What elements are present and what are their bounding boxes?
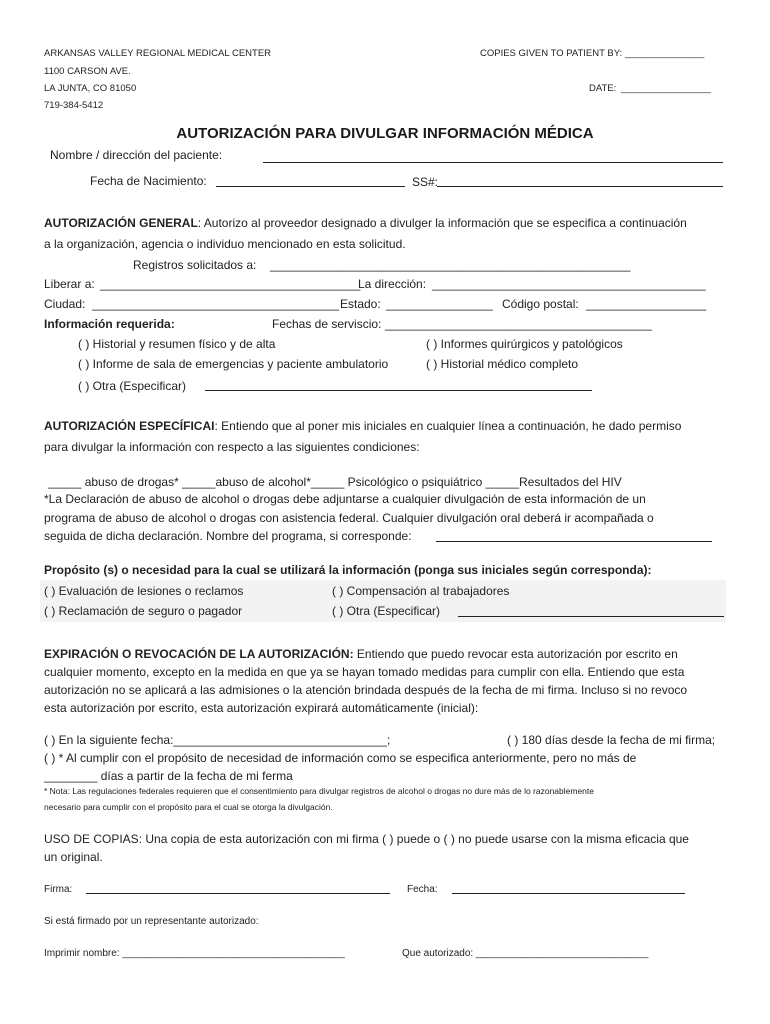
city-field[interactable]: _____________________________________ xyxy=(92,297,339,311)
expire-purpose-days[interactable]: ________ días a partir de la fecha de mi ferma xyxy=(44,769,293,783)
org-name: ARKANSAS VALLEY REGIONAL MEDICAL CENTER xyxy=(44,48,272,59)
specific-auth-para-1 xyxy=(44,419,681,433)
purpose-injury-claims[interactable]: ( ) Evaluación de lesiones o reclamos xyxy=(44,584,244,598)
service-dates-label: Fechas de serviscio: xyxy=(272,317,382,331)
header-date-label: DATE: xyxy=(589,83,617,94)
address-field[interactable]: _________________________________________ xyxy=(432,277,706,291)
option-other[interactable]: ( ) Otra (Especificar) xyxy=(78,379,187,393)
patient-name-field[interactable] xyxy=(263,162,723,163)
dob-label: Fecha de Nacimiento: xyxy=(90,174,207,188)
representative-label: Si está firmado por un representante autorizado: xyxy=(44,916,259,927)
purpose-workers-comp[interactable]: ( ) Compensación al trabajadores xyxy=(332,584,510,598)
authority-field[interactable]: Que autorizado: _______________________________ xyxy=(402,948,649,959)
service-dates-field[interactable]: ________________________________________ xyxy=(385,317,652,331)
option-surgical-reports[interactable]: ( ) Informes quirúrgicos y patológicos xyxy=(426,337,623,351)
dob-field[interactable] xyxy=(216,186,405,187)
specific-auth-heading: AUTORIZACIÓN ESPECÍFICAI xyxy=(44,419,215,433)
purpose-other[interactable]: ( ) Otra (Especificar) xyxy=(332,604,441,618)
option-complete-history[interactable]: ( ) Historial médico completo xyxy=(426,357,579,371)
general-auth-text: : Autorizo al proveedor designado a divulger la información que se especifica a continuación xyxy=(197,216,687,230)
specific-note-3: seguida de dicha declaración. Nombre del programa, si corresponde: xyxy=(44,529,412,543)
city-label: Ciudad: xyxy=(44,297,86,311)
option-other-field[interactable] xyxy=(205,390,592,391)
purpose-heading: Propósito (s) o necesidad para la cual se utilizará la información (ponga sus iniciales según corresponda): xyxy=(44,563,652,577)
org-address-1: 1100 CARSON AVE. xyxy=(44,66,131,77)
general-auth-text-2: a la organización, agencia o individuo mencionado en esta solicitud. xyxy=(44,237,406,251)
specific-conditions[interactable]: _____ abuso de drogas* _____abuso de alcohol*_____ Psicológico o psiquiátrico _____Resultados del HIV xyxy=(48,475,622,489)
patient-name-label: Nombre / dirección del paciente: xyxy=(50,148,223,162)
specific-auth-text: : Entiendo que al poner mis iniciales en cualquier línea a continuación, he dado permiso xyxy=(214,419,682,433)
copies-given-field[interactable]: _______________ xyxy=(625,48,705,59)
signature-date-field[interactable] xyxy=(452,893,685,894)
copies-given-label: COPIES GIVEN TO PATIENT BY: xyxy=(480,48,623,59)
expiration-para-1 xyxy=(44,647,678,661)
expiration-heading: EXPIRACIÓN O REVOCACIÓN DE LA AUTORIZACIÓN: xyxy=(44,647,354,661)
records-requested-label: Registros solicitados a: xyxy=(133,258,257,272)
org-phone: 719-384-5412 xyxy=(44,100,104,111)
expiration-text-3: autorización no se aplicará a las admisiones o la atención brindada después de la fecha de mi firma. Incluso si no revoco xyxy=(44,683,688,697)
release-to-field[interactable]: _______________________________________ xyxy=(100,277,361,291)
expire-180-days-option[interactable]: ( ) 180 días desde la fecha de mi firma; xyxy=(507,733,716,747)
expire-purpose-option[interactable]: ( ) * Al cumplir con el propósito de necesidad de información como se especifica anteriormente, pero no más de xyxy=(44,751,637,765)
general-auth-heading: AUTORIZACIÓN GENERAL xyxy=(44,216,198,230)
expiration-text-4: esta autorización por escrito, esta autorización expirará automáticamente (inicial): xyxy=(44,701,479,715)
info-required-label: Información requerida: xyxy=(44,317,175,331)
expiration-text-1: Entiendo que puedo revocar esta autorización por escrito en xyxy=(353,647,678,661)
option-discharge-summary[interactable]: ( ) Historial y resumen físico y de alta xyxy=(78,337,276,351)
specific-note-1: *La Declaración de abuso de alcohol o drogas debe adjuntarse a cualquier divulgación de esta información de un xyxy=(44,492,646,506)
records-requested-field[interactable]: ______________________________________________________ xyxy=(270,258,631,272)
state-label: Estado: xyxy=(340,297,381,311)
document-title: AUTORIZACIÓN PARA DIVULGAR INFORMACIÓN MÉDICA xyxy=(176,125,594,142)
general-auth-para-1 xyxy=(44,216,687,230)
address-label: La dirección: xyxy=(358,277,427,291)
signature-field[interactable] xyxy=(86,893,390,894)
expiration-text-2: cualquier momento, excepto en la medida en que ya se hayan tomado medidas para cumplir con ella. Entiendo que esta xyxy=(44,665,685,679)
specific-auth-text-2: para divulgar la información con respecto a las siguientes condiciones: xyxy=(44,440,420,454)
option-er-outpatient[interactable]: ( ) Informe de sala de emergencias y paciente ambulatorio xyxy=(78,357,389,371)
purpose-insurance-claim[interactable]: ( ) Reclamación de seguro o pagador xyxy=(44,604,243,618)
ss-field[interactable] xyxy=(437,186,723,187)
zip-field[interactable]: __________________ xyxy=(586,297,707,311)
expire-on-date-option[interactable]: ( ) En la siguiente fecha:________________________________; xyxy=(44,733,391,747)
federal-note-1: * Nota: Las regulaciones federales requieren que el consentimiento para divulgar registros de alcohol o drogas no dure más de lo razonablemente xyxy=(44,786,595,796)
signature-date-label: Fecha: xyxy=(407,884,438,895)
federal-note-2: necesario para cumplir con el propósito para el cual se otorga la divulgación. xyxy=(44,802,333,812)
specific-note-2: programa de abuso de alcohol o drogas con asistencia federal. Cualquier divulgación oral deberá ir acompañada o xyxy=(44,511,654,525)
program-name-field[interactable] xyxy=(436,541,712,542)
header-date-field[interactable]: _________________ xyxy=(621,83,711,94)
state-field[interactable]: ________________ xyxy=(386,297,493,311)
release-to-label: Liberar a: xyxy=(44,277,95,291)
purpose-other-field[interactable] xyxy=(458,616,724,617)
org-address-2: LA JUNTA, CO 81050 xyxy=(44,83,137,94)
print-name-field[interactable]: Imprimir nombre: ________________________________________ xyxy=(44,948,345,959)
ss-label: SS#: xyxy=(412,175,439,189)
copies-usage-text-1: USO DE COPIAS: Una copia de esta autorización con mi firma ( ) puede o ( ) no puede usarse con la misma eficacia que xyxy=(44,832,689,846)
signature-label: Firma: xyxy=(44,884,73,895)
copies-usage-text-2: un original. xyxy=(44,850,103,864)
zip-label: Código postal: xyxy=(502,297,579,311)
